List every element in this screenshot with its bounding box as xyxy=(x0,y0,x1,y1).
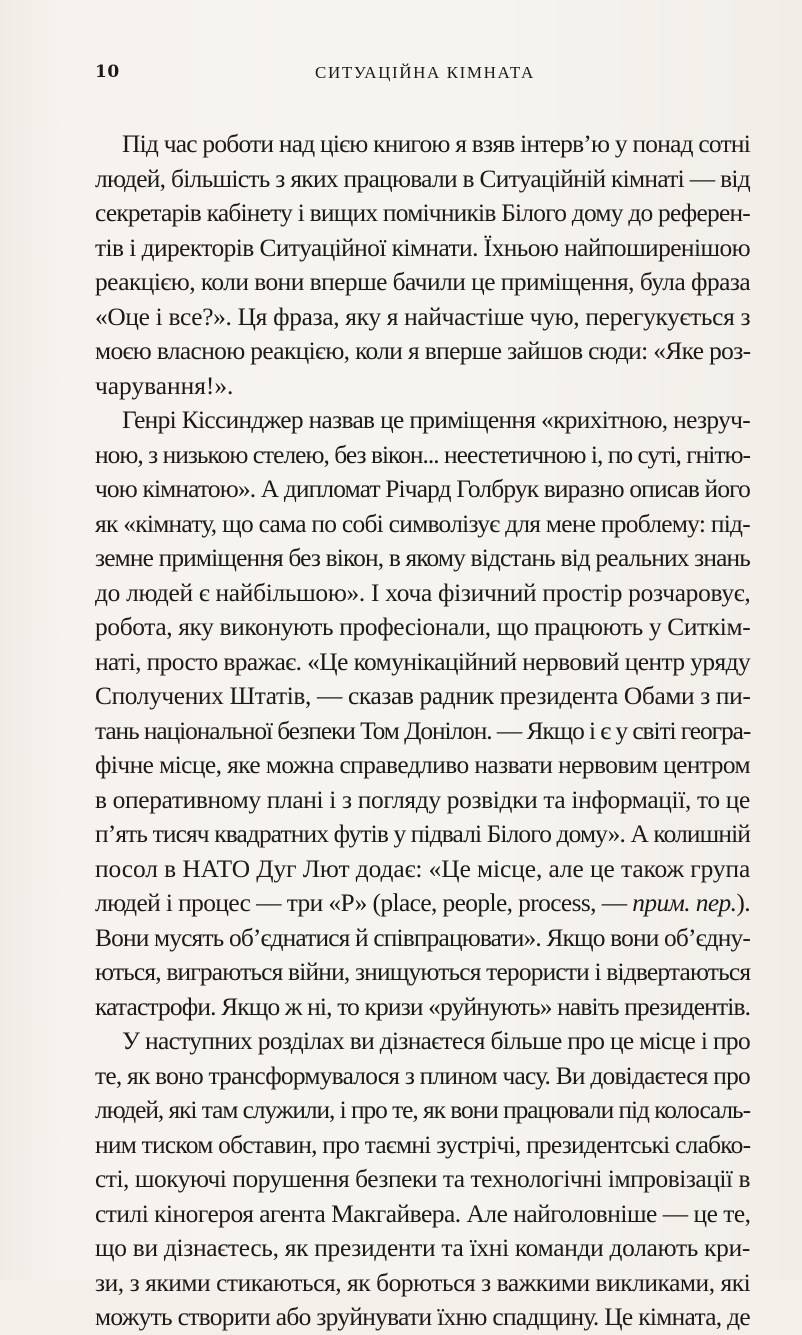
text-line: робота, яку виконують професіонали, що працюють у Ситкім- xyxy=(95,613,751,641)
text-line: секретарів кабінету і вищих помічників Білого дому до референ- xyxy=(95,199,750,227)
text-line: сті, шокуючі порушення безпеки та технологічні імпровізації в xyxy=(95,1165,750,1193)
text-line: п’ять тисяч квадратних футів у підвалі Білого дому». А колишній xyxy=(95,820,750,848)
page-number: 10 xyxy=(95,62,120,82)
text-line: ною, з низькою стелею, без вікон... неестетичною і, по суті, гнітю- xyxy=(95,440,750,469)
text-line: фічне місце, яке можна справедливо назвати нервовим центром xyxy=(95,751,751,779)
running-head: СИТУАЦІЙНА КІМНАТА xyxy=(315,63,535,82)
text-line: стилі кіногероя агента Макгайвера. Але найголовніше — це те, xyxy=(95,1199,751,1228)
text-line: Під час роботи над цією книгою я взяв інтерв’ю у понад сотні xyxy=(122,130,750,158)
text-line: наті, просто вражає. «Це комунікаційний нервовий центр уряду xyxy=(95,647,751,676)
text-line: Генрі Кіссинджер назвав це приміщення «крихітною, незруч- xyxy=(122,406,750,434)
text-line: чарування!». xyxy=(95,371,234,400)
page-header xyxy=(95,62,762,88)
text-line: Вони мусять об’єднатися й співпрацювати». Якщо вони об’єдну- xyxy=(95,923,750,952)
text-line: ються, виграються війни, знищуються терористи і відвертаються xyxy=(95,958,751,986)
text-line: людей, які там служили, і про те, як вони працювали під колосаль- xyxy=(95,1096,750,1124)
text-line: те, як воно трансформувалося з плином часу. Ви довідаєтеся про xyxy=(95,1061,750,1090)
text-line: тань національної безпеки Том Донілон. — Якщо і є у світі геогра- xyxy=(95,716,751,745)
text-line: тів і директорів Ситуаційної кімнати. Їхньою найпоширенішою xyxy=(95,233,750,262)
text-line: катастрофи. Якщо ж ні, то кризи «руйнують» навіть президентів. xyxy=(95,992,751,1021)
text-line: ним тиском обставин, про таємні зустрічі, президентські слабко- xyxy=(95,1130,751,1159)
text-line: зи, з якими стикаються, як борються з важкими викликами, які xyxy=(95,1268,751,1297)
text-line: У наступних розділах ви дізнаєтеся більше про це місце і про xyxy=(122,1027,750,1055)
text-line: чою кімнатою». А дипломат Річард Голбрук виразно описав його xyxy=(95,475,750,503)
body-text xyxy=(95,127,750,1335)
text-line: Сполучених Штатів, — сказав радник президента Обами з пи- xyxy=(95,682,751,710)
text-line: реакцією, коли вони вперше бачили це приміщення, була фраза xyxy=(95,268,751,296)
text-line: моєю власною реакцією, коли я вперше зайшов сюди: «Яке роз- xyxy=(95,337,751,365)
text-line: «Оце і все?». Ця фраза, яку я найчастіше чую, перегукується з xyxy=(95,302,751,331)
text-line: як «кімнату, що сама по собі символізує для мене проблему: під- xyxy=(95,509,750,538)
text-line: людей і процес — три «Р» (place, people, process, — прим. пер.). xyxy=(95,889,750,917)
text-line: що ви дізнаєтесь, як президенти та їхні команди долають кри- xyxy=(95,1234,751,1262)
text-line: можуть створити або зруйнувати їхню спадщину. Це кімната, де xyxy=(95,1303,750,1331)
text-line: в оперативному плані і з погляду розвідки та інформації, то це xyxy=(95,785,750,814)
text-line: людей, більшість з яких працювали в Ситуаційній кімнаті — від xyxy=(95,164,750,193)
text-line: до людей є найбільшою». І хоча фізичний простір розчаровує, xyxy=(95,578,751,607)
text-line: посол в НАТО Дуг Лют додає: «Це місце, але це також група xyxy=(95,854,751,883)
text-line: земне приміщення без вікон, в якому відстань від реальних знань xyxy=(95,544,750,572)
